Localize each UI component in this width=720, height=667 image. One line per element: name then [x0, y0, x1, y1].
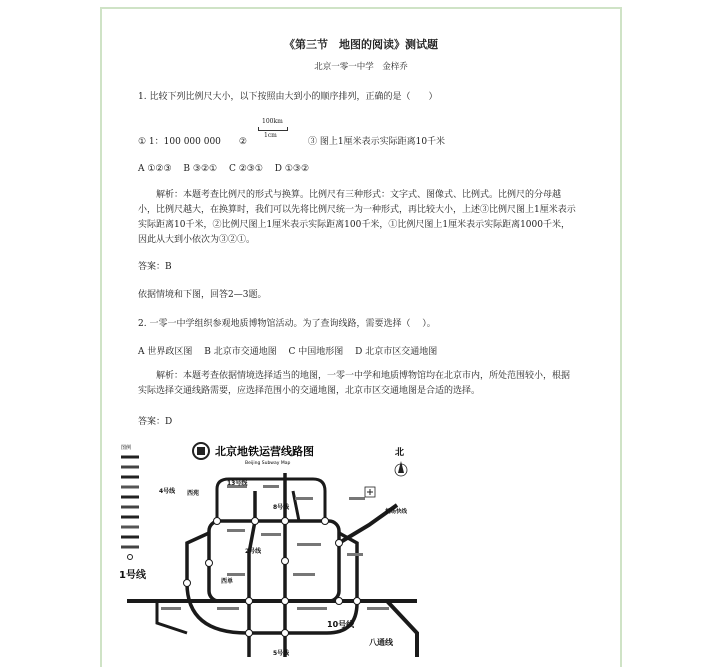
line-8-label: 8号线 — [273, 504, 290, 511]
line-10-label: 10号线 — [327, 620, 355, 629]
line-8-path — [293, 491, 299, 521]
legend-title: 图例 — [121, 445, 132, 451]
line-2-label: 2号线 — [245, 548, 262, 555]
line-10-path — [187, 533, 357, 633]
subway-logo — [193, 443, 209, 459]
subway-lines — [127, 473, 417, 657]
q1-answer: 答案：B — [138, 262, 172, 272]
subway-map — [117, 433, 429, 657]
line-1-label: 1号线 — [119, 570, 146, 581]
q1-option-3: ③ 图上1厘米表示实际距离10千米 — [308, 137, 446, 147]
question-2: 2. 一零一中学组织参观地质博物馆活动。为了查询线路，需要选择（ ）。 — [138, 319, 436, 329]
map-subtitle: Beijing Subway Map — [245, 461, 291, 466]
airplane-icon — [365, 487, 375, 497]
scale-top-label: 100km — [262, 118, 283, 125]
question-1: 1. 比较下列比例尺大小，以下按照由大到小的顺序排列，正确的是（ ） — [138, 92, 438, 102]
line-5-label: 5号线 — [273, 650, 290, 657]
batong-line-label: 八通线 — [369, 638, 393, 647]
north-arrow-icon — [395, 461, 407, 476]
graphic-scale — [258, 118, 298, 140]
q1-analysis: 解析：本题考查比例尺的形式与换算。比例尺有三种形式：文字式、图像式、比例式。比例尺的分母越小，比例尺越大，在换算时，我们可以先将比例尺统一为一种形式，再比较大小，上述③比例尺图上1厘米表示实际距离10千米，②比例尺图上1厘米表示实际距离100千米，①比例尺图上1厘米表示实际距离1000千米，因此从大到小依次为③②①。 — [138, 190, 576, 245]
author-line: 北京一零一中学 金梓乔 — [314, 62, 408, 72]
q1-choices: A ①②③ B ③②① C ②③① D ①③② — [138, 164, 310, 174]
q1-option-1-2: ① 1：100 000 000 ② — [138, 137, 247, 147]
line-4-label: 4号线 — [159, 488, 176, 495]
q2-analysis: 解析：本题考查依据情境选择适当的地图，一零一中学和地质博物馆均在北京市内，所处范围较小，根据实际选择交通线路需要，应选择范围小的交通地图，北京市区交通地图是合适的选择。 — [138, 371, 571, 396]
station-xiyuan-label: 西苑 — [187, 490, 200, 497]
page-title: 《第三节 地图的阅读》测试题 — [284, 38, 438, 51]
q2-choices: A 世界政区图 B 北京市交通地图 C 中国地形图 D 北京市区交通地图 — [138, 347, 438, 357]
map-legend — [121, 444, 139, 560]
scale-bar — [258, 127, 288, 131]
west-branch-path — [157, 601, 187, 633]
airport-express-label: 机场快线 — [385, 509, 408, 515]
scale-bottom-label: 1cm — [264, 132, 277, 139]
station-xidan-label: 西单 — [221, 578, 234, 585]
line-13-label: 13号线 — [227, 480, 248, 487]
q2-answer: 答案：D — [138, 417, 173, 427]
north-label: 北 — [395, 448, 405, 458]
map-title: 北京地铁运营线路图 — [215, 445, 314, 458]
context-note: 依据情境和下图，回答2—3题。 — [138, 290, 267, 300]
